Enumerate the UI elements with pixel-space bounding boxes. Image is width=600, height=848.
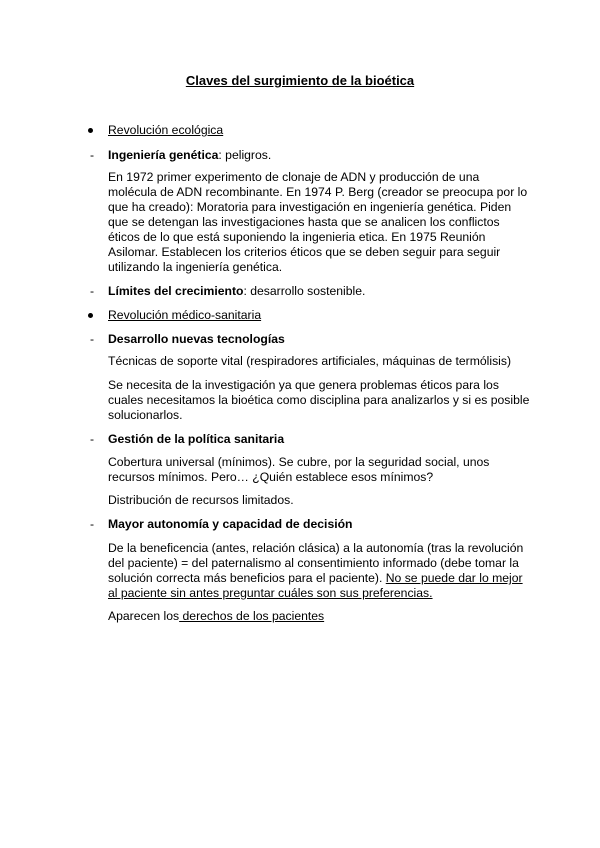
paragraph-line: En 1972 primer experimento de clonaje de ADN y producción de una	[108, 170, 480, 184]
paragraph-gestion-2	[108, 493, 502, 508]
document-title: Claves del surgimiento de la bioética	[185, 73, 415, 88]
paragraph-autonomia-2	[108, 609, 502, 624]
paragraph-line: molécula de ADN recombinante. En 1974 P. Berg (creador se preocupa por lo	[108, 185, 528, 199]
paragraph-line: del paciente) = del paternalismo al consentimiento informado (debe tomar la	[108, 556, 519, 570]
dash-marker: -	[90, 517, 95, 531]
paragraph-line: solucionarlos.	[108, 408, 183, 422]
paragraph-desarrollo-1	[108, 354, 512, 369]
underlined-line: al paciente sin antes preguntar cuáles son sus preferencias.	[108, 586, 433, 600]
item-text	[108, 148, 498, 163]
bullet-dot-icon	[88, 313, 93, 318]
paragraph-line: que ha creado): Moratoria para investigación en ingeniería genética. Piden	[108, 200, 512, 214]
paragraph-line: cuales necesitamos la bioética como disciplina para analizarlos y si es posible	[108, 393, 530, 407]
paragraph-line	[108, 609, 502, 624]
paragraph-fragment: solución correcta más beneficios para el paciente).	[108, 571, 386, 585]
dash-marker: -	[90, 284, 95, 298]
bullet-dot-icon	[88, 128, 93, 133]
paragraph-autonomia-1	[108, 541, 524, 601]
item-label: Límites del crecimiento	[108, 284, 244, 298]
item-suffix: : desarrollo sostenible.	[243, 284, 366, 298]
item-label: Gestión de la política sanitaria	[108, 432, 285, 446]
underlined-fragment: derechos de los pacientes	[179, 609, 325, 623]
heading-revolucion-ecologica: Revolución ecológica	[108, 123, 224, 137]
item-suffix: : peligros.	[218, 148, 272, 162]
paragraph-line: Asilomar. Establecen los criterios éticos que se deben seguir para seguir	[108, 245, 501, 259]
heading-revolucion-medico: Revolución médico-sanitaria	[108, 308, 262, 322]
paragraph-line: que se detengan las investigaciones hasta que se analicen los conflictos	[108, 215, 500, 229]
paragraph-line: Técnicas de soporte vital (respiradores artificiales, máquinas de termólisis)	[108, 354, 512, 368]
paragraph-line: Distribución de recursos limitados.	[108, 493, 294, 507]
paragraph-line: éticos de lo que está suponiendo la ingenieria etica. En 1975 Reunión	[108, 230, 486, 244]
item-label: Ingeniería genética	[108, 148, 219, 162]
item-label: Mayor autonomía y capacidad de decisión	[108, 517, 353, 531]
dash-marker: -	[90, 432, 95, 446]
paragraph-line: De la beneficencia (antes, relación clásica) a la autonomía (tras la revolución	[108, 541, 524, 555]
paragraph-line: utilizando la ingeniería genética.	[108, 260, 283, 274]
paragraph-desarrollo-2	[108, 378, 530, 423]
dash-marker: -	[90, 332, 95, 346]
dash-marker: -	[90, 148, 95, 162]
paragraph-gestion-1	[108, 455, 502, 485]
underlined-fragment: No se puede dar lo mejor	[385, 571, 523, 585]
item-label: Desarrollo nuevas tecnologías	[108, 332, 285, 346]
paragraph-line	[108, 571, 523, 586]
paragraph-line: Cobertura universal (mínimos). Se cubre, por la seguridad social, unos	[108, 455, 490, 469]
paragraph-ingenieria	[108, 170, 528, 275]
paragraph-fragment: Aparecen los	[108, 609, 180, 623]
item-text	[108, 284, 498, 299]
paragraph-line: recursos mínimos. Pero… ¿Quién establece esos mínimos?	[108, 470, 434, 484]
paragraph-line: Se necesita de la investigación ya que genera problemas éticos para los	[108, 378, 499, 392]
